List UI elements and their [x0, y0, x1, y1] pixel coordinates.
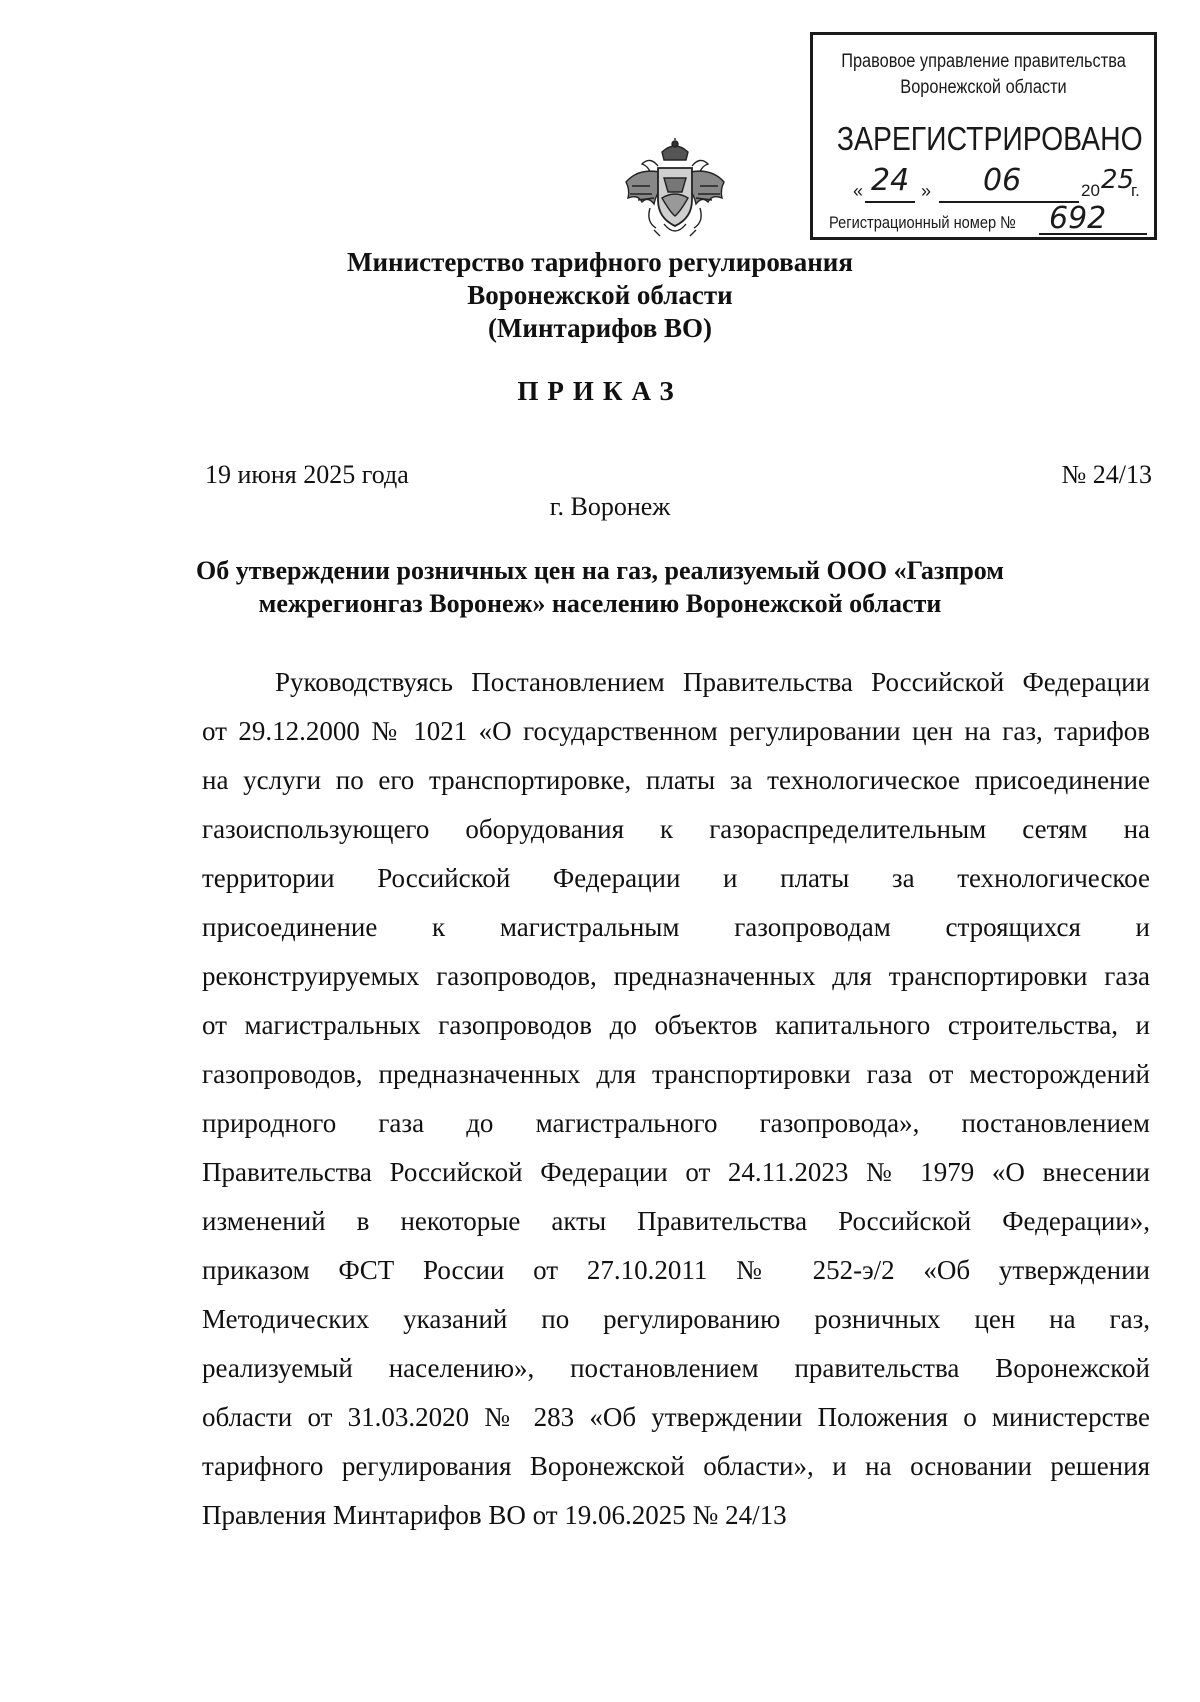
stamp-date-month: 06	[983, 163, 1022, 198]
body-line: Правительства Российской Федерации от 24.11.2023 № 1979 «О внесении	[202, 1157, 1150, 1187]
body-line: реализуемый населению», постановлением правительства Воронежской	[202, 1353, 1150, 1383]
document-subject	[0, 554, 1200, 620]
body-line: Правления Минтарифов ВО от 19.06.2025 № 24/13	[202, 1500, 787, 1530]
ministry-header	[0, 246, 1200, 345]
body-line: приказом ФСТ России от 27.10.2011 № 252-э/2 «Об утверждении	[202, 1255, 1150, 1285]
stamp-date-year-suffix: 25	[1101, 165, 1135, 195]
body-line: газопроводов, предназначенных для транспортировки газа от месторождений	[202, 1059, 1150, 1089]
stamp-date-year-end: г.	[1131, 181, 1140, 200]
stamp-date-close-quote: »	[921, 181, 932, 201]
stamp-date-open-quote: «	[853, 181, 864, 201]
body-line: реконструируемых газопроводов, предназначенных для транспортировки газа	[202, 961, 1150, 991]
stamp-date-day: 24	[871, 163, 910, 198]
ministry-name-line1: Министерство тарифного регулирования	[347, 247, 853, 277]
coat-of-arms-icon	[620, 138, 730, 243]
stamp-reg-label: Регистрационный номер №	[829, 213, 1016, 232]
body-line: от магистральных газопроводов до объектов капитального строительства, и	[202, 1010, 1150, 1040]
body-line: территории Российской Федерации и платы за технологическое	[202, 863, 1150, 893]
stamp-org-line1: Правовое управление правительства	[841, 51, 1126, 72]
document-type: ПРИКАЗ	[517, 376, 683, 406]
body-line: от 29.12.2000 № 1021 «О государственном регулировании цен на газ, тарифов	[202, 716, 1150, 746]
stamp-organization	[837, 49, 1130, 101]
document-city: г. Воронеж	[549, 492, 671, 521]
stamp-reg-underline	[1039, 233, 1147, 235]
stamp-reg-number: 692	[1049, 201, 1107, 236]
body-line: на услуги по его транспортировке, платы за технологическое присоединение	[202, 765, 1150, 795]
body-line: газоиспользующего оборудования к газораспределительным сетям на	[202, 814, 1150, 844]
stamp-date-day-underline	[865, 201, 915, 203]
stamp-org-line2: Воронежской области	[900, 77, 1067, 98]
document-body	[202, 658, 1150, 1540]
ministry-name-line3: (Минтарифов ВО)	[487, 313, 713, 343]
stamp-date	[853, 163, 1143, 203]
body-line: Методических указаний по регулированию розничных цен на газ,	[202, 1304, 1150, 1334]
stamp-title: ЗАРЕГИСТРИРОВАНО	[836, 120, 1143, 157]
body-line: области от 31.03.2020 № 283 «Об утверждении Положения о министерстве	[202, 1402, 1150, 1432]
subject-line1: Об утверждении розничных цен на газ, реализуемый ООО «Газпром	[195, 556, 1005, 585]
body-line: тарифного регулирования Воронежской области», и на основании решения	[202, 1451, 1150, 1481]
subject-line2: межрегионгаз Воронеж» населению Воронежской области	[258, 589, 942, 618]
body-line: Руководствуясь Постановлением Правительства Российской Федерации	[275, 667, 1150, 697]
body-line: природного газа до магистрального газопровода», постановлением	[202, 1108, 1150, 1138]
ministry-name-line2: Воронежской области	[467, 280, 733, 310]
registration-stamp	[810, 32, 1157, 240]
body-line: присоединение к магистральным газопроводам строящихся и	[202, 912, 1150, 942]
document-date: 19 июня 2025 года	[205, 460, 409, 489]
body-line: изменений в некоторые акты Правительства Российской Федерации»,	[202, 1206, 1150, 1236]
document-number: № 24/13	[1061, 460, 1152, 489]
stamp-date-year-prefix: 20	[1081, 181, 1100, 200]
